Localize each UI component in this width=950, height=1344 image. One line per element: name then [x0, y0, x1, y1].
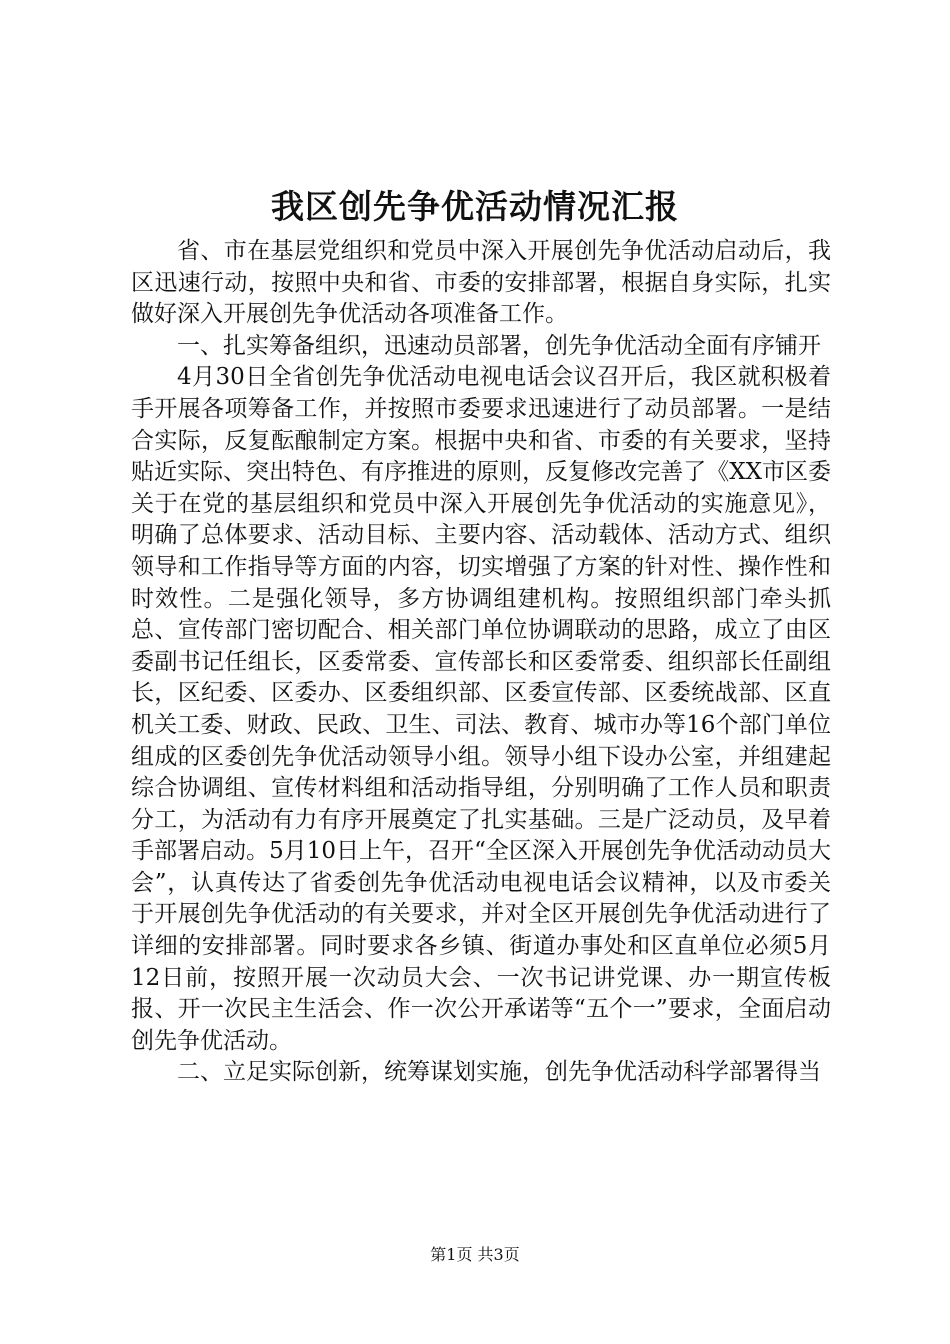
section-heading-2: 二、立足实际创新，统筹谋划实施，创先争优活动科学部署得当	[177, 1059, 821, 1086]
paragraph-intro: 省、市在基层党组织和党员中深入开展创先争优活动启动后，我区迅速行动，按照中央和省、市委的安排部署，根据自身实际，扎实做好深入开展创先争优活动各项准备工作。	[131, 238, 831, 328]
paragraph-section-1: 4月30日全省创先争优活动电视电话会议召开后，我区就积极着手开展各项筹备工作，并按照市委要求迅速进行了动员部署。一是结合实际，反复酝酿制定方案。根据中央和省、市委的有关要求，坚持贴近实际、突出特色、有序推进的原则，反复修改完善了《XX市区委关于在党的基层组织和党员中深入开展创先争优活动的实施意见》，明确了总体要求、活动目标、主要内容、活动载体、活动方式、组织领导和工作指导等方面的内容，切实增强了方案的针对性、操作性和时效性。二是强化领导，多方协调组建机构。按照组织部门牵头抓总、宣传部门密切配合、相关部门单位协调联动的思路，成立了由区委副书记任组长，区委常委、宣传部长和区委常委、组织部长任副组长，区纪委、区委办、区委组织部、区委宣传部、区委统战部、区直机关工委、财政、民政、卫生、司法、教育、城市办等16个部门单位组成的区委创先争优活动领导小组。领导小组下设办公室，并组建起综合协调组、宣传材料组和活动指导组，分别明确了工作人员和职责分工，为活动有力有序开展奠定了扎实基础。三是广泛动员，及早着手部署启动。5月10日上午，召开“全区深入开展创先争优活动动员大会”，认真传达了省委创先争优活动电视电话会议精神，以及市委关于开展创先争优活动的有关要求，并对全区开展创先争优活动进行了详细的安排部署。同时要求各乡镇、街道办事处和区直单位必须5月12日前，按照开展一次动员大会、一次书记讲党课、办一期宣传板报、开一次民主生活会、作一次公开承诺等“五个一”要求，全面启动创先争优活动。	[131, 364, 831, 1054]
section-heading-1: 一、扎实筹备组织，迅速动员部署，创先争优活动全面有序铺开	[177, 332, 821, 359]
document-title: 我区创先争优活动情况汇报	[271, 187, 679, 226]
document-body	[131, 236, 831, 1089]
page-footer: 第1页 共3页	[430, 1245, 520, 1264]
